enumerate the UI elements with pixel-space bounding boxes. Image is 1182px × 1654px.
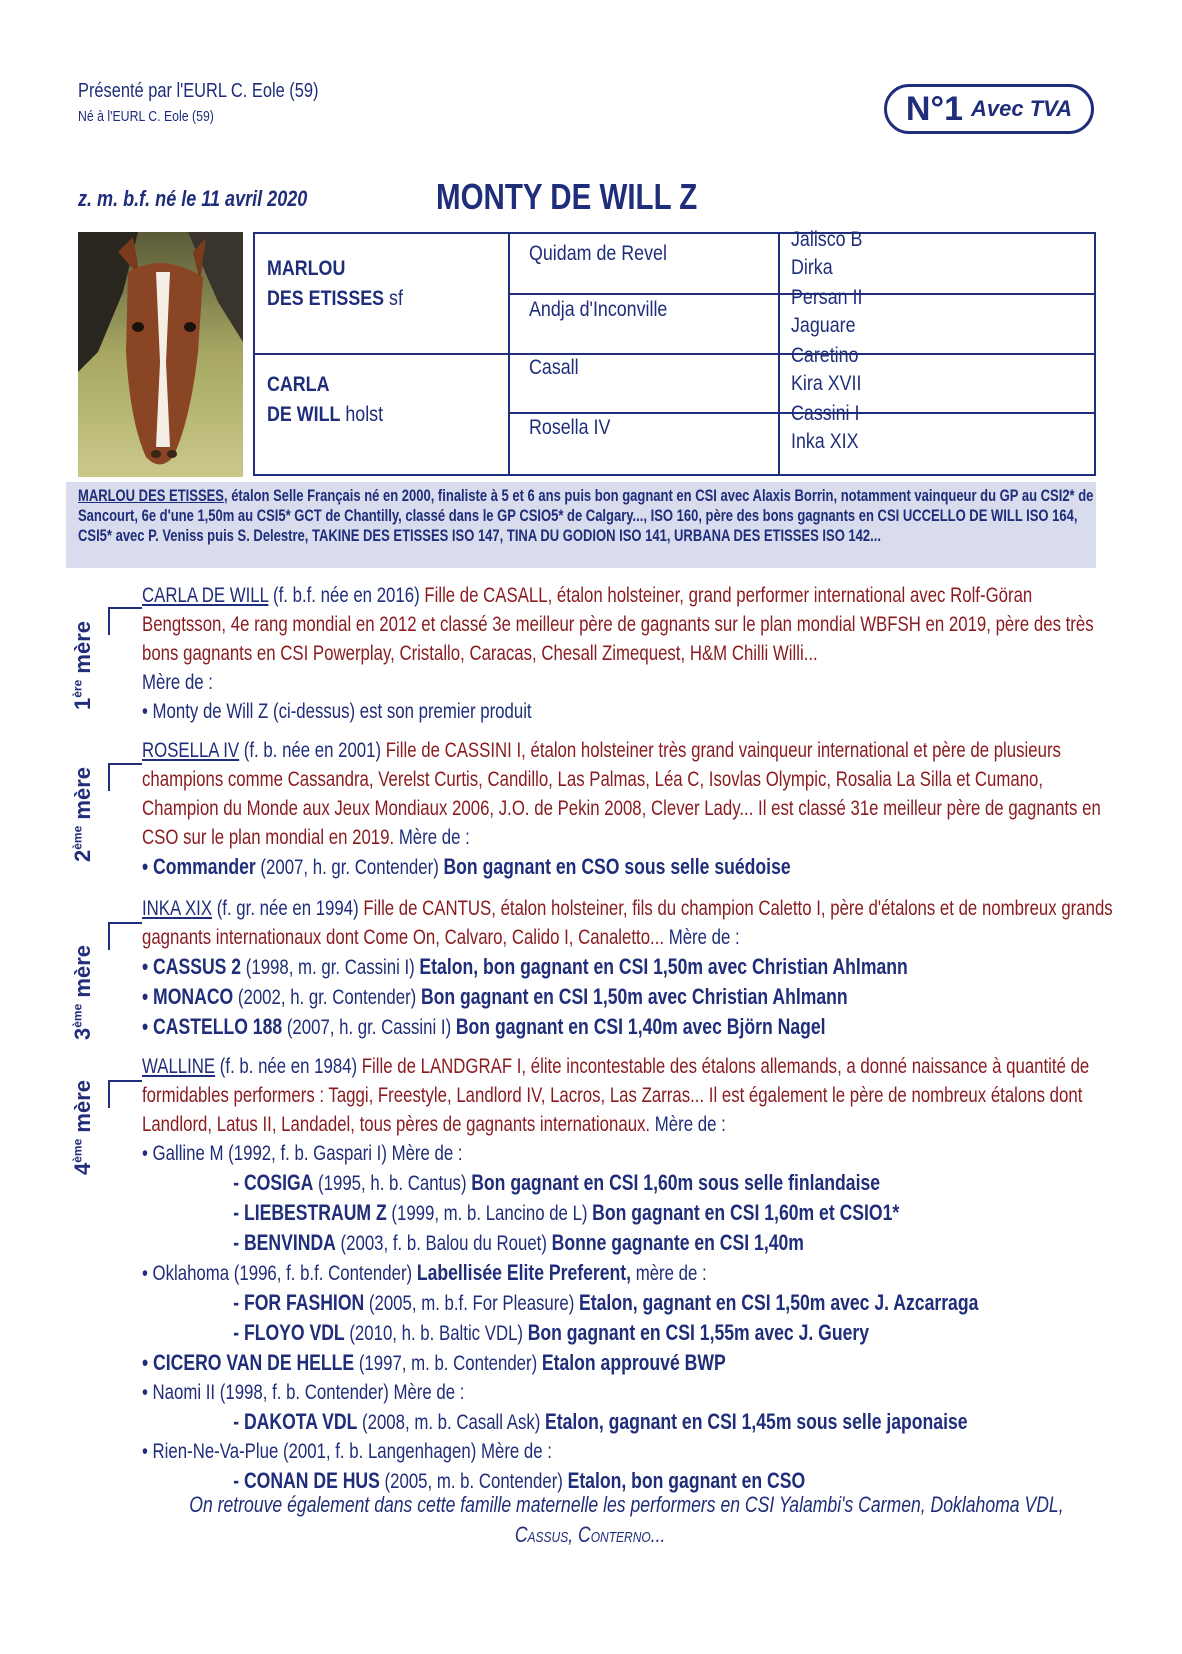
dam-2-item-name: • Commander <box>142 854 256 879</box>
footer-line-1: On retrouve également dans cette famille maternelle les performers en CSI Yalambi's Carmen, Doklahoma VDL, <box>189 1492 1064 1517</box>
dam-4-mother-of: Mère de : <box>650 1113 726 1136</box>
dam-dam: Rosella IV <box>529 416 611 439</box>
foal-photo <box>78 232 243 477</box>
sire-stud: sf <box>389 287 403 310</box>
dam-4-info: (f. b. née en 1984) <box>215 1055 362 1078</box>
footer-note <box>80 1490 1100 1550</box>
dam-4-galline: • Galline M (1992, f. b. Gaspari I) Mère de : <box>142 1142 463 1165</box>
footer-line-2: Cassus, Conterno... <box>514 1522 666 1547</box>
lot-vat: Avec TVA <box>970 96 1073 121</box>
dam-4-oklahoma-item-1: - FOR FASHION (2005, m. b.f. For Pleasure) Etalon, gagnant en CSI 1,50m avec J. Azcarraga <box>233 1290 979 1315</box>
dam-1-text: Fille de CASALL, étalon holsteiner, grand performer international avec Rolf-Göran Bengtsson, 4e rang mondial en 2012 et classé 3e meilleur père de gagnants sur le plan mondial WBFSH en 2019, père des très bons gagnants en CSI Powerplay, Cristallo, Caracas, Chesall Zimequest, H&M Chilli Willi... <box>142 584 1094 665</box>
dam-4-galline-item-1: - COSIGA (1995, h. b. Cantus) Bon gagnant en CSI 1,60m sous selle finlandaise <box>233 1170 881 1195</box>
ggp-3: Persan II <box>791 286 863 309</box>
dam-sire: Casall <box>529 356 579 379</box>
dam-2-item-result: Bon gagnant en CSO sous selle suédoise <box>443 854 791 879</box>
ggp-7: Cassini I <box>791 402 860 425</box>
dam-label-1: 1ère mère <box>70 621 95 710</box>
dam-2-info: (f. b. née en 2001) <box>239 739 386 762</box>
dam-1-name: CARLA DE WILL <box>142 584 269 607</box>
dam-label-2: 2ème mère <box>70 767 95 862</box>
dam-section-3 <box>142 894 1118 1042</box>
dam-3-mother-of: Mère de : <box>664 926 740 949</box>
dam-1-info: (f. b.f. née en 2016) <box>268 584 425 607</box>
sire-note-text: , étalon Selle Français né en 2000, finaliste à 5 et 6 ans puis bon gagnant en CSI avec Alaxis Borrin, notamment vainqueur du GP au CSI2* de Sancourt, 6e d'une 1,50m au CSI5* GCT de Chantilly, classé dans le GP CSIO5* de Calgary..., ISO 160, père des bons gagnants en CSI UCCELLO DE WILL ISO 164, CSI5* avec P. Veniss puis S. Delestre, TAKINE DES ETISSES ISO 147, TINA DU GODION ISO 141, URBANA DES ETISSES ISO 142... <box>78 486 1094 545</box>
dam-4-galline-item-2: - LIEBESTRAUM Z (1999, m. b. Lancino de L) Bon gagnant en CSI 1,60m et CSIO1* <box>233 1200 900 1225</box>
dam-1-item: • Monty de Will Z (ci-dessus) est son premier produit <box>142 700 532 723</box>
dam-4-oklahoma: • Oklahoma (1996, f. b.f. Contender) Labellisée Elite Preferent, mère de : <box>142 1260 707 1285</box>
dam-4-rien: • Rien-Ne-Va-Plue (2001, f. b. Langenhagen) Mère de : <box>142 1440 552 1463</box>
presenter-text: Présenté par l'EURL C. Eole (59) <box>78 80 319 102</box>
dam-4-oklahoma-item-2: - FLOYO VDL (2010, h. b. Baltic VDL) Bon gagnant en CSI 1,55m avec J. Guery <box>233 1320 870 1345</box>
dam-4-galline-item-3: - BENVINDA (2003, f. b. Balou du Rouet) Bonne gagnante en CSI 1,40m <box>233 1230 804 1255</box>
dam-3-item-2: • MONACO (2002, h. gr. Contender) Bon gagnant en CSI 1,50m avec Christian Ahlmann <box>142 984 848 1009</box>
dam-4-rien-item-1: - CONAN DE HUS (2005, m. b. Contender) Etalon, bon gagnant en CSO <box>233 1468 806 1493</box>
ggp-2: Dirka <box>791 256 833 279</box>
lot-badge <box>884 84 1094 134</box>
dam-stud: holst <box>345 403 384 426</box>
dam-3-text: Fille de CANTUS, étalon holsteiner, fils du champion Caletto I, père d'étalons et de nombreux grands gagnants internationaux dont Come On, Calvaro, Calido I, Canaletto... <box>142 897 1113 949</box>
dam-name-2: DE WILL <box>267 403 341 426</box>
lot-number: N°1 <box>905 89 963 128</box>
dam-section-2 <box>142 736 1118 882</box>
pedigree-table <box>253 228 1096 476</box>
ggp-8: Inka XIX <box>791 430 859 453</box>
dam-3-info: (f. gr. née en 1994) <box>212 897 364 920</box>
dam-label-3: 3ème mère <box>70 945 95 1040</box>
sire-sire: Quidam de Revel <box>529 242 667 265</box>
dam-4-name: WALLINE <box>142 1055 216 1078</box>
dam-3-name: INKA XIX <box>142 897 213 920</box>
dam-cell <box>267 370 404 430</box>
sire-cell <box>267 254 427 314</box>
dam-4-cicero: • CICERO VAN DE HELLE (1997, m. b. Contender) Etalon approuvé BWP <box>142 1350 726 1375</box>
dam-3-item-1: • CASSUS 2 (1998, m. gr. Cassini I) Etalon, bon gagnant en CSI 1,50m avec Christian Ahlmann <box>142 954 908 979</box>
dam-3-item-3: • CASTELLO 188 (2007, h. gr. Cassini I) Bon gagnant en CSI 1,40m avec Björn Nagel <box>142 1014 826 1039</box>
dam-2-mother-of: Mère de : <box>394 826 470 849</box>
horse-description: z. m. b.f. né le 11 avril 2020 <box>78 186 308 211</box>
dam-label-4: 4ème mère <box>70 1080 95 1175</box>
dam-2-text: Fille de CASSINI I, étalon holsteiner très grand vainqueur international et père de plusieurs champions comme Cassandra, Verelst Curtis, Candillo, Las Palmas, Léa C, Isovlas Olympic, Rosalia La Silla et Cumano, Champion du Monde aux Jeux Mondiaux 2006, J.O. de Pekin 2008, Clever Lady... Il est classé 31e meilleur père de gagnants en CSO sur le plan mondial en 2019. <box>142 739 1101 849</box>
ggp-5: Caretino <box>791 344 859 367</box>
born-at-text: Né à l'EURL C. Eole (59) <box>78 108 214 125</box>
dam-name-1: CARLA <box>267 373 330 396</box>
horse-name: MONTY DE WILL Z <box>436 176 698 217</box>
dam-4-naomi: • Naomi II (1998, f. b. Contender) Mère de : <box>142 1381 465 1404</box>
dam-4-naomi-item-1: - DAKOTA VDL (2008, m. b. Casall Ask) Etalon, gagnant en CSI 1,45m sous selle japonaise <box>233 1409 968 1434</box>
sire-name-2: DES ETISSES <box>267 287 385 310</box>
ggp-1: Jalisco B <box>791 228 863 251</box>
sire-name-1: MARLOU <box>267 257 346 280</box>
sire-dam: Andja d'Inconville <box>529 298 668 321</box>
sire-note-box <box>66 482 1096 568</box>
dam-4-text: Fille de LANDGRAF I, élite incontestable des étalons allemands, a donné naissance à quantité de formidables performers : Taggi, Freestyle, Landlord IV, Lacros, Las Zarras... Il est également le père de nombreux étalons dont Landlord, Latus II, Landadel, tous pères de gagnants internationaux. <box>142 1055 1090 1136</box>
dam-2-name: ROSELLA IV <box>142 739 240 762</box>
sire-note-name: MARLOU DES ETISSES <box>78 486 224 505</box>
dam-section-4 <box>142 1052 1118 1496</box>
dam-1-mother-of: Mère de : <box>142 671 213 694</box>
ggp-6: Kira XVII <box>791 372 862 395</box>
dam-2-item-info: (2007, h. gr. Contender) <box>255 856 444 879</box>
ggp-4: Jaguare <box>791 314 856 337</box>
dam-section-1 <box>142 581 1118 726</box>
